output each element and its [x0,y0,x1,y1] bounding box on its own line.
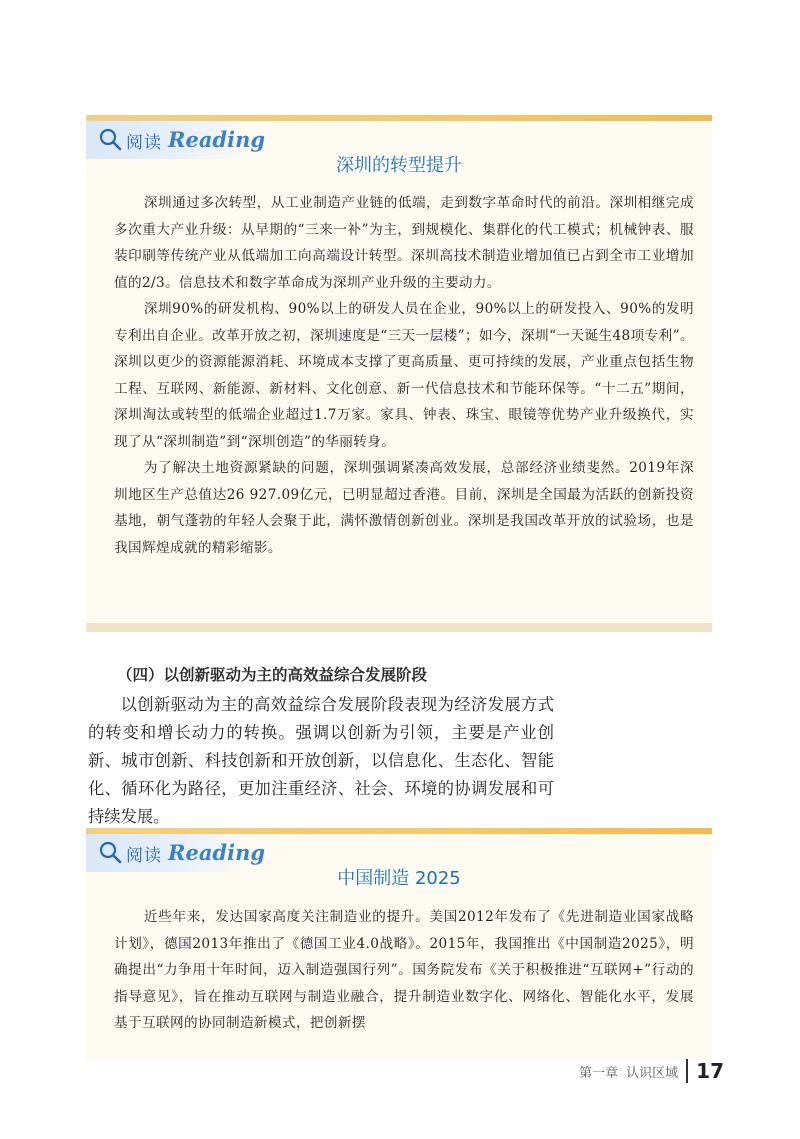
section-body [88,691,554,831]
paragraph: 以创新驱动为主的高效益综合发展阶段表现为经济发展方式的转变和增长动力的转换。强调以创新为引领，主要是产业创新、城市创新、科技创新和开放创新，以信息化、生态化、智能化、循环化为路径，更加注重经济、社会、环境的协调发展和可持续发展。 [88,695,554,826]
page-footer [579,1058,724,1084]
reading-tab-label-en: Reading [168,840,266,865]
footer-divider [686,1059,688,1083]
reading-tab-label: 阅读 [126,846,162,866]
footer-section: 认识区域 [626,1065,679,1081]
paragraph: 深圳通过多次转型，从工业制造产业链的低端，走到数字革命时代的前沿。深圳相继完成多次重大产业升级：从早期的“三来一补”为主，到规模化、集群化的代工模式；机械钟表、服装印刷等传统产业从低端加工向高端设计转型。深圳高技术制造业增加值已占到全市工业增加值的2/3。信息技术和数字革命成为深圳产业升级的主要动力。 [114,195,694,291]
magnifier-icon [98,127,122,151]
box-title: 深圳的转型提升 [336,155,462,176]
footer-chapter: 第一章 [579,1065,619,1081]
page-number: 17 [696,1059,724,1083]
reading-tab-label-en: Reading [168,127,266,152]
paragraph: 为了解决土地资源紧缺的问题，深圳强调紧凑高效发展，总部经济业绩斐然。2019年深圳地区生产总值达26 927.09亿元，已明显超过香港。目前，深圳是全国最为活跃的创新投资基地，朝气蓬勃的年轻人会聚于此，满怀激情创新创业。深圳是我国改革开放的试验场，也是我国辉煌成就的精彩缩影。 [114,460,694,556]
section-heading: （四）以创新驱动为主的高效益综合发展阶段 [117,666,428,684]
reading-box-shenzhen [86,115,712,632]
box-body [114,190,694,561]
reading-box-made-in-china [86,828,712,1060]
magnifier-icon [98,840,122,864]
reading-tab-label: 阅读 [126,133,162,153]
box-body [114,904,694,1037]
box-bottom-rule [86,623,712,632]
box-title: 中国制造 2025 [337,868,461,889]
paragraph: 深圳90%的研发机构、90%以上的研发人员在企业，90%以上的研发投入、90%的发明专利出自企业。改革开放之初，深圳速度是“三天一层楼”；如今，深圳“一天诞生48项专利”。深圳以更少的资源能源消耗、环境成本支撑了更高质量、更可持续的发展，产业重点包括生物工程、互联网、新能源、新材料、文化创意、新一代信息技术和节能环保等。“十二五”期间，深圳淘汰或转型的低端企业超过1.7万家。家具、钟表、珠宝、眼镜等优势产业升级换代，实现了从“深圳制造”到“深圳创造”的华丽转身。 [114,301,694,450]
paragraph: 近些年来，发达国家高度关注制造业的提升。美国2012年发布了《先进制造业国家战略计划》，德国2013年推出了《德国工业4.0战略》。2015年，我国推出《中国制造2025》，明确提出“力争用十年时间，迈入制造强国行列”。国务院发布《关于积极推进“互联网+”行动的指导意见》，旨在推动互联网与制造业融合，提升制造业数字化、网络化、智能化水平，发展基于互联网的协同制造新模式，把创新摆 [114,909,694,1031]
